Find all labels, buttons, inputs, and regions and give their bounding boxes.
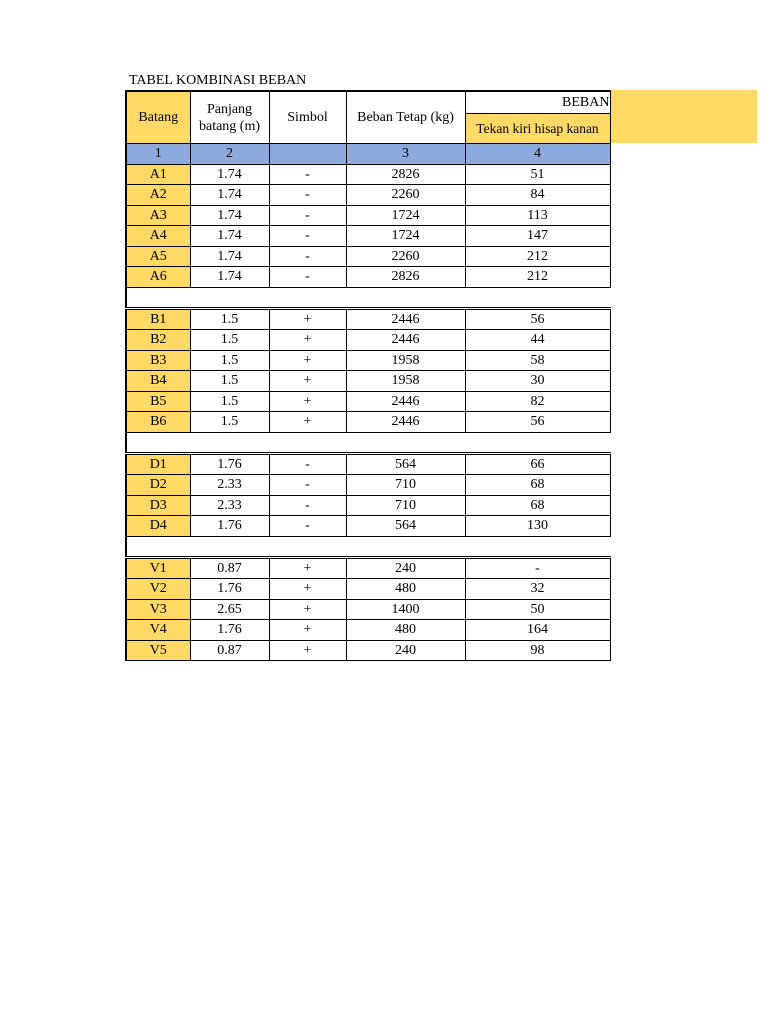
table-row	[126, 579, 610, 600]
cell-panjang: 1.74	[190, 185, 269, 206]
cell-simbol: -	[269, 516, 346, 537]
cell-batang: A6	[126, 267, 190, 288]
cell-tekan: 130	[465, 516, 610, 537]
table-row	[126, 557, 610, 579]
cell-panjang: 1.74	[190, 205, 269, 226]
table-row	[126, 350, 610, 371]
cell-simbol: +	[269, 579, 346, 600]
column-number-row	[126, 144, 610, 165]
table-row	[126, 391, 610, 412]
cell-batang: D3	[126, 495, 190, 516]
column-number-cell: 4	[465, 144, 610, 165]
cell-beban-tetap: 2826	[346, 267, 465, 288]
header-beban-tetap: Beban Tetap (kg)	[346, 91, 465, 144]
cell-beban-tetap: 2446	[346, 391, 465, 412]
cell-tekan: -	[465, 557, 610, 579]
header-batang: Batang	[126, 91, 190, 144]
table-row	[126, 246, 610, 267]
cell-beban-tetap: 1958	[346, 371, 465, 392]
cell-panjang: 2.33	[190, 475, 269, 496]
table-row	[126, 308, 610, 330]
cell-panjang: 1.76	[190, 453, 269, 475]
cell-batang: A2	[126, 185, 190, 206]
cell-tekan: 32	[465, 579, 610, 600]
cell-tekan: 58	[465, 350, 610, 371]
cell-tekan: 68	[465, 475, 610, 496]
cell-panjang: 1.5	[190, 391, 269, 412]
cell-beban-tetap: 2826	[346, 164, 465, 185]
cell-batang: A1	[126, 164, 190, 185]
cell-tekan: 164	[465, 620, 610, 641]
table-row	[126, 453, 610, 475]
cell-beban-tetap: 480	[346, 579, 465, 600]
cell-simbol: +	[269, 557, 346, 579]
cell-beban-tetap: 2446	[346, 308, 465, 330]
cell-simbol: +	[269, 308, 346, 330]
cell-batang: D1	[126, 453, 190, 475]
cell-batang: B1	[126, 308, 190, 330]
cell-tekan: 56	[465, 308, 610, 330]
cell-panjang: 1.74	[190, 267, 269, 288]
group-separator-row	[126, 432, 610, 453]
cell-simbol: -	[269, 185, 346, 206]
cell-tekan: 98	[465, 640, 610, 661]
cell-simbol: -	[269, 495, 346, 516]
cell-simbol: -	[269, 205, 346, 226]
cell-simbol: -	[269, 475, 346, 496]
group-separator-row	[126, 536, 610, 557]
cell-panjang: 1.76	[190, 579, 269, 600]
cell-beban-tetap: 710	[346, 495, 465, 516]
cell-tekan: 51	[465, 164, 610, 185]
cell-beban-tetap: 240	[346, 557, 465, 579]
cell-simbol: -	[269, 246, 346, 267]
cell-tekan: 68	[465, 495, 610, 516]
cell-batang: D2	[126, 475, 190, 496]
cell-beban-tetap: 2446	[346, 412, 465, 433]
cell-tekan: 30	[465, 371, 610, 392]
cell-tekan: 212	[465, 246, 610, 267]
header-beban: BEBAN	[465, 91, 610, 114]
cell-panjang: 1.5	[190, 350, 269, 371]
cell-simbol: -	[269, 453, 346, 475]
header-panjang: Panjang batang (m)	[190, 91, 269, 144]
cell-beban-tetap: 564	[346, 453, 465, 475]
cell-panjang: 1.5	[190, 330, 269, 351]
table-row	[126, 164, 610, 185]
header-highlight-cell	[611, 90, 757, 143]
cell-batang: V5	[126, 640, 190, 661]
cell-panjang: 2.33	[190, 495, 269, 516]
cell-batang: B5	[126, 391, 190, 412]
cell-simbol: -	[269, 164, 346, 185]
cell-simbol: +	[269, 412, 346, 433]
table-row	[126, 226, 610, 247]
cell-tekan: 66	[465, 453, 610, 475]
cell-simbol: +	[269, 350, 346, 371]
cell-panjang: 1.76	[190, 620, 269, 641]
cell-panjang: 1.5	[190, 371, 269, 392]
cell-tekan: 56	[465, 412, 610, 433]
cell-beban-tetap: 480	[346, 620, 465, 641]
cell-beban-tetap: 2446	[346, 330, 465, 351]
table-row	[126, 412, 610, 433]
cell-beban-tetap: 1724	[346, 205, 465, 226]
group-separator-row	[126, 287, 610, 308]
column-number-cell: 1	[126, 144, 190, 165]
cell-simbol: +	[269, 640, 346, 661]
cell-panjang: 2.65	[190, 599, 269, 620]
cell-beban-tetap: 240	[346, 640, 465, 661]
cell-batang: B2	[126, 330, 190, 351]
cell-simbol: +	[269, 330, 346, 351]
cell-panjang: 1.5	[190, 412, 269, 433]
cell-batang: A3	[126, 205, 190, 226]
cell-beban-tetap: 2260	[346, 185, 465, 206]
cell-panjang: 1.74	[190, 164, 269, 185]
cell-tekan: 50	[465, 599, 610, 620]
cell-simbol: -	[269, 226, 346, 247]
group-separator-cell	[126, 432, 610, 453]
cell-batang: V1	[126, 557, 190, 579]
cell-batang: V4	[126, 620, 190, 641]
column-number-cell	[269, 144, 346, 165]
cell-batang: A4	[126, 226, 190, 247]
cell-tekan: 44	[465, 330, 610, 351]
cell-tekan: 212	[465, 267, 610, 288]
cell-beban-tetap: 1958	[346, 350, 465, 371]
cell-panjang: 1.74	[190, 226, 269, 247]
table-row	[126, 185, 610, 206]
cell-tekan: 82	[465, 391, 610, 412]
table-row	[126, 495, 610, 516]
cell-simbol: +	[269, 599, 346, 620]
table-row	[126, 205, 610, 226]
cell-beban-tetap: 564	[346, 516, 465, 537]
page-title: TABEL KOMBINASI BEBAN	[129, 73, 307, 88]
group-separator-cell	[126, 287, 610, 308]
cell-panjang: 1.74	[190, 246, 269, 267]
cell-beban-tetap: 2260	[346, 246, 465, 267]
table-body	[126, 91, 610, 661]
cell-batang: B4	[126, 371, 190, 392]
cell-simbol: +	[269, 371, 346, 392]
cell-tekan: 84	[465, 185, 610, 206]
table-row	[126, 516, 610, 537]
header-row-1	[126, 91, 610, 114]
header-tekan: Tekan kiri hisap kanan	[465, 114, 610, 144]
cell-tekan: 147	[465, 226, 610, 247]
column-number-cell: 3	[346, 144, 465, 165]
cell-panjang: 1.5	[190, 308, 269, 330]
cell-simbol: +	[269, 391, 346, 412]
cell-panjang: 0.87	[190, 640, 269, 661]
table-row	[126, 640, 610, 661]
cell-panjang: 0.87	[190, 557, 269, 579]
cell-beban-tetap: 1400	[346, 599, 465, 620]
cell-batang: V3	[126, 599, 190, 620]
table-row	[126, 475, 610, 496]
table-row	[126, 330, 610, 351]
cell-panjang: 1.76	[190, 516, 269, 537]
cell-beban-tetap: 710	[346, 475, 465, 496]
cell-batang: B6	[126, 412, 190, 433]
load-combination-table	[125, 90, 611, 661]
header-simbol: Simbol	[269, 91, 346, 144]
cell-batang: B3	[126, 350, 190, 371]
group-separator-cell	[126, 536, 610, 557]
table-row	[126, 267, 610, 288]
cell-batang: V2	[126, 579, 190, 600]
cell-beban-tetap: 1724	[346, 226, 465, 247]
cell-tekan: 113	[465, 205, 610, 226]
table-row	[126, 620, 610, 641]
cell-batang: D4	[126, 516, 190, 537]
table-row	[126, 371, 610, 392]
cell-batang: A5	[126, 246, 190, 267]
table-row	[126, 599, 610, 620]
cell-simbol: +	[269, 620, 346, 641]
column-number-cell: 2	[190, 144, 269, 165]
cell-simbol: -	[269, 267, 346, 288]
